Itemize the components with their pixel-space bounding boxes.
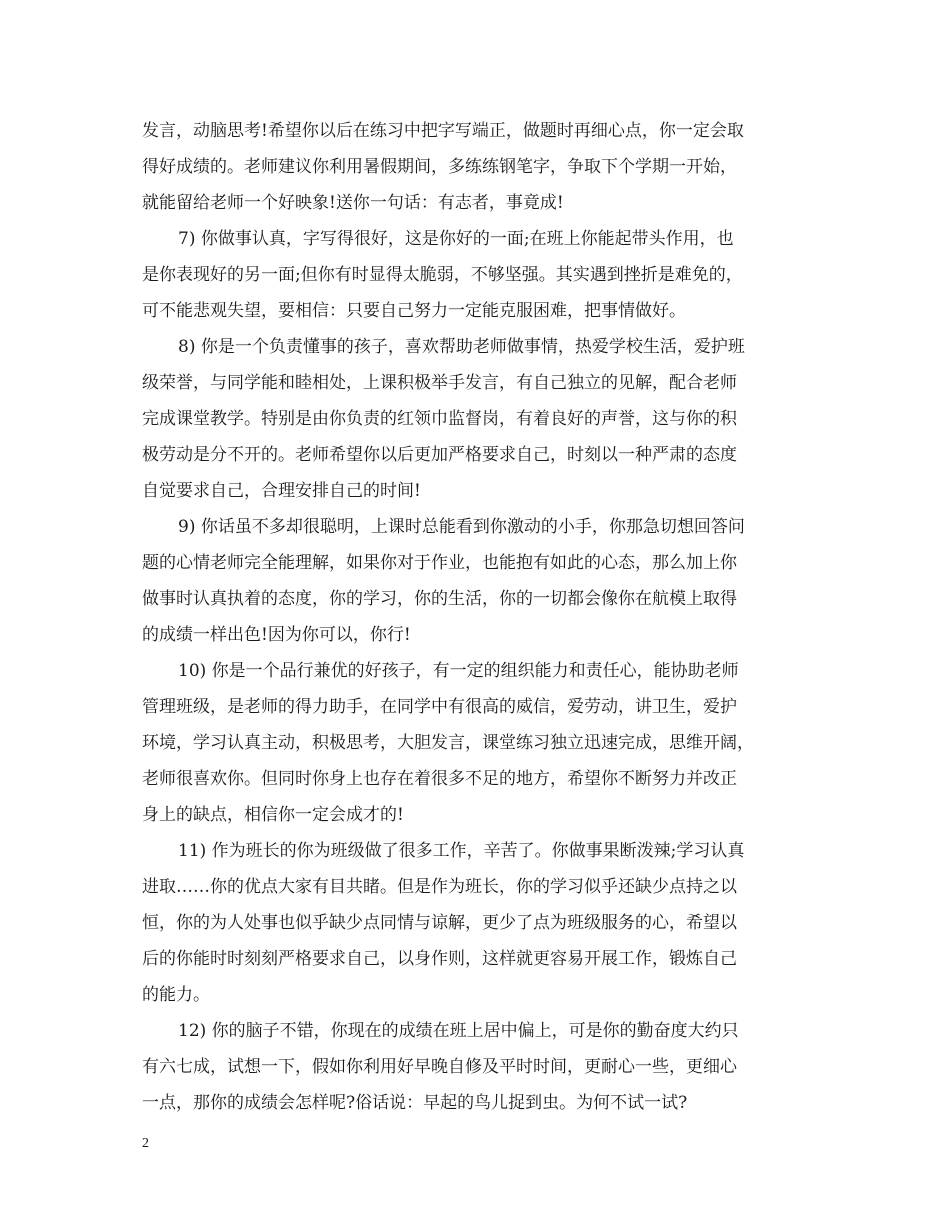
text-line: 题的心情老师完全能理解，如果你对于作业，也能抱有如此的心态，那么加上你 bbox=[142, 553, 737, 573]
text-line: 自觉要求自己，合理安排自己的时间! bbox=[142, 481, 421, 501]
text-line: 可不能悲观失望，要相信：只要自己努力一定能克服困难，把事情做好。 bbox=[142, 301, 686, 321]
text-line: 极劳动是分不开的。老师希望你以后更加严格要求自己，时刻以一种严肃的态度 bbox=[142, 445, 737, 465]
paragraph-9-first-line: 9) 你话虽不多却很聪明，上课时总能看到你激动的小手，你那急切想回答问 bbox=[178, 517, 745, 537]
paragraph-7-first-line: 7) 你做事认真，字写得很好，这是你好的一面;在班上你能起带头作用，也 bbox=[178, 229, 734, 249]
paragraph-10-first-line: 10) 你是一个品行兼优的好孩子，有一定的组织能力和责任心，能协助老师 bbox=[178, 661, 739, 681]
text-line: 就能留给老师一个好映象!送你一句话：有志者，事竟成! bbox=[142, 193, 564, 213]
text-line: 进取……你的优点大家有目共睹。但是作为班长，你的学习似乎还缺少点持之以 bbox=[142, 877, 737, 897]
text-line: 发言，动脑思考!希望你以后在练习中把字写端正，做题时再细心点，你一定会取 bbox=[142, 121, 744, 141]
document-body bbox=[142, 113, 822, 1121]
text-line: 恒，你的为人处事也似乎缺少点同情与谅解，更少了点为班级服务的心，希望以 bbox=[142, 913, 737, 933]
text-line: 后的你能时时刻刻严格要求自己，以身作则，这样就更容易开展工作，锻炼自己 bbox=[142, 949, 737, 969]
text-line: 是你表现好的另一面;但你有时显得太脆弱，不够坚强。其实遇到挫折是难免的， bbox=[142, 265, 743, 285]
text-line: 一点，那你的成绩会怎样呢?俗话说：早起的鸟儿捉到虫。为何不试一试? bbox=[142, 1093, 688, 1113]
paragraph-12-first-line: 12) 你的脑子不错，你现在的成绩在班上居中偏上，可是你的勤奋度大约只 bbox=[178, 1021, 739, 1041]
text-line: 有六七成，试想一下，假如你利用好早晚自修及平时时间，更耐心一些，更细心 bbox=[142, 1057, 737, 1077]
text-line: 老师很喜欢你。但同时你身上也存在着很多不足的地方，希望你不断努力并改正 bbox=[142, 769, 737, 789]
text-line: 完成课堂教学。特别是由你负责的红领巾监督岗，有着良好的声誉，这与你的积 bbox=[142, 409, 737, 429]
text-line: 的能力。 bbox=[142, 985, 210, 1005]
text-line: 的成绩一样出色!因为你可以，你行! bbox=[142, 625, 411, 645]
text-line: 管理班级，是老师的得力助手，在同学中有很高的威信，爱劳动，讲卫生，爱护 bbox=[142, 697, 737, 717]
text-line: 级荣誉，与同学能和睦相处，上课积极举手发言，有自己独立的见解，配合老师 bbox=[142, 373, 737, 393]
page-number: 2 bbox=[142, 1136, 149, 1151]
paragraph-8-first-line: 8) 你是一个负责懂事的孩子，喜欢帮助老师做事情，热爱学校生活，爱护班 bbox=[178, 337, 745, 357]
text-line: 身上的缺点，相信你一定会成才的! bbox=[142, 805, 404, 825]
text-line: 得好成绩的。老师建议你利用暑假期间，多练练钢笔字，争取下个学期一开始， bbox=[142, 157, 737, 177]
text-line: 做事时认真执着的态度，你的学习，你的生活，你的一切都会像你在航模上取得 bbox=[142, 589, 737, 609]
paragraph-11-first-line: 11) 作为班长的你为班级做了很多工作，辛苦了。你做事果断泼辣;学习认真 bbox=[178, 841, 745, 861]
text-line: 环境，学习认真主动，积极思考，大胆发言，课堂练习独立迅速完成，思维开阔， bbox=[142, 733, 754, 753]
